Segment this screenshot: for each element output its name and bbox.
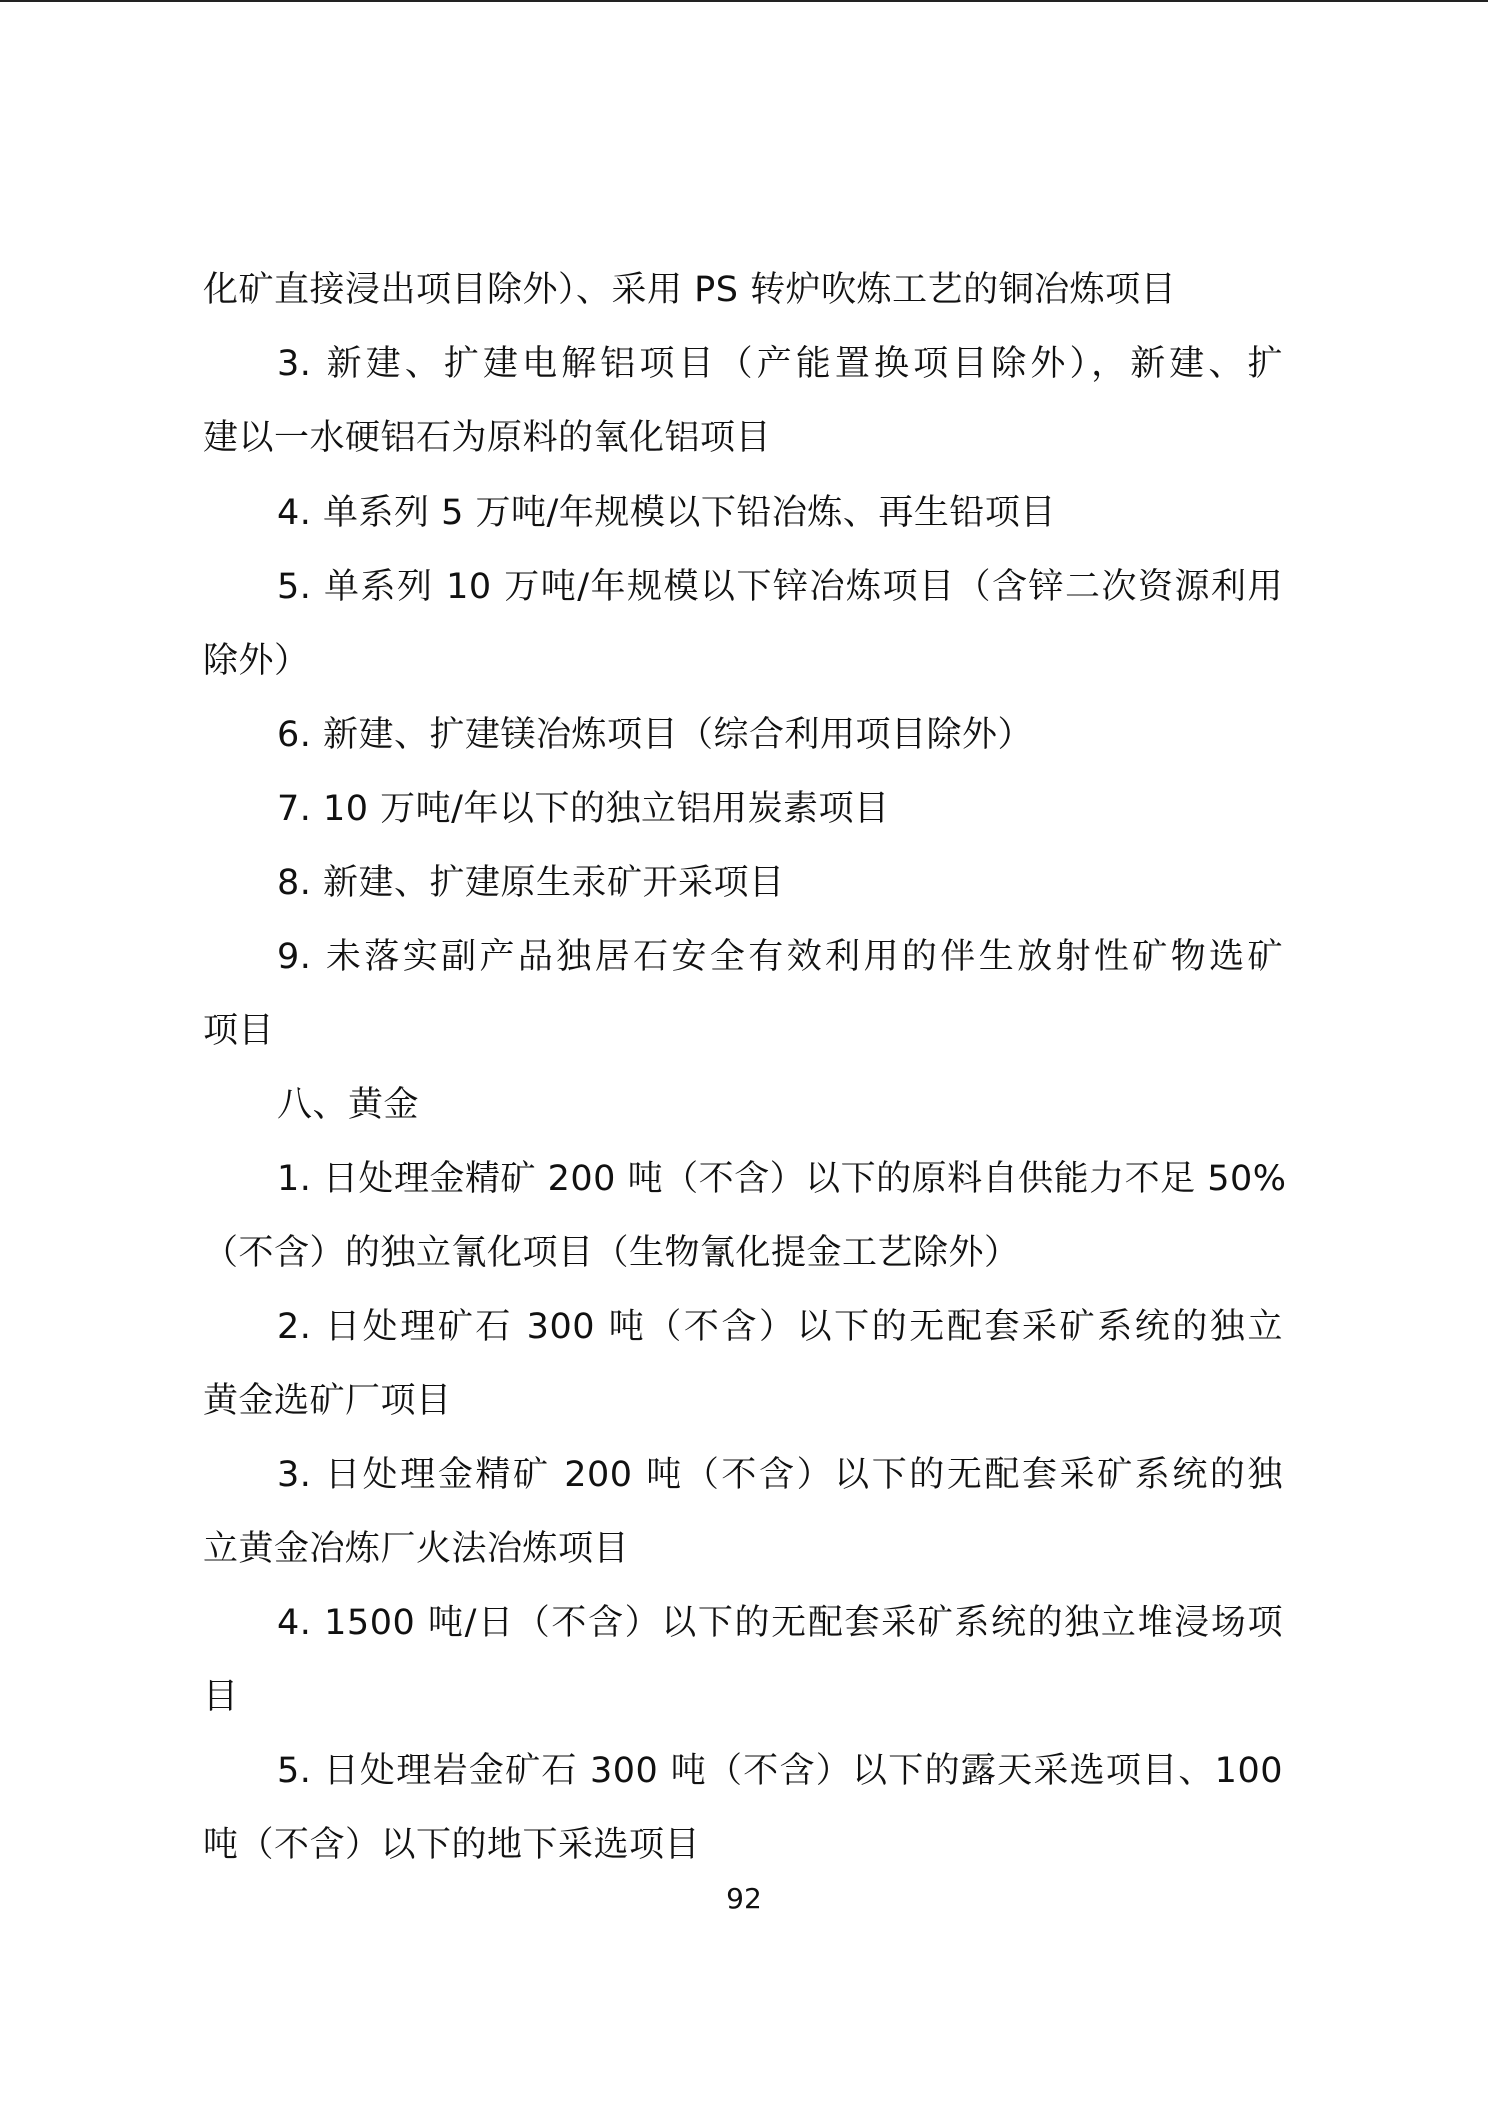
text-line-18: 立黄金冶炼厂火法冶炼项目 — [203, 1529, 630, 1569]
text-line-14: （不含）的独立氰化项目（生物氰化提金工艺除外） — [203, 1233, 1020, 1273]
text-line-22: 吨（不含）以下的地下采选项目 — [203, 1825, 701, 1865]
page-number: 92 — [726, 1882, 762, 1915]
text-line-15: 2. 日处理矿石 300 吨（不含）以下的无配套采矿系统的独立 — [277, 1307, 1283, 1347]
section-heading-gold: 八、黄金 — [277, 1085, 420, 1125]
text-line-4: 4. 单系列 5 万吨/年规模以下铅冶炼、再生铅项目 — [277, 493, 1056, 533]
text-line-19: 4. 1500 吨/日（不含）以下的无配套采矿系统的独立堆浸场项 — [277, 1603, 1283, 1643]
text-line-17: 3. 日处理金精矿 200 吨（不含）以下的无配套采矿系统的独 — [277, 1455, 1283, 1495]
text-line-7: 6. 新建、扩建镁冶炼项目（综合利用项目除外） — [277, 715, 1034, 755]
text-line-9: 8. 新建、扩建原生汞矿开采项目 — [277, 863, 785, 903]
text-line-3: 建以一水硬铝石为原料的氧化铝项目 — [203, 418, 772, 458]
text-line-8: 7. 10 万吨/年以下的独立铝用炭素项目 — [277, 789, 890, 829]
text-line-20: 目 — [203, 1677, 239, 1717]
text-line-1: 化矿直接浸出项目除外）、采用 PS 转炉吹炼工艺的铜冶炼项目 — [203, 270, 1177, 310]
text-line-5: 5. 单系列 10 万吨/年规模以下锌冶炼项目（含锌二次资源利用 — [277, 567, 1283, 607]
text-line-10: 9. 未落实副产品独居石安全有效利用的伴生放射性矿物选矿 — [277, 937, 1283, 977]
text-line-6: 除外） — [203, 641, 310, 681]
text-line-21: 5. 日处理岩金矿石 300 吨（不含）以下的露天采选项目、100 — [277, 1751, 1283, 1791]
text-line-11: 项目 — [203, 1011, 275, 1051]
text-line-16: 黄金选矿厂项目 — [203, 1381, 452, 1421]
text-line-13: 1. 日处理金精矿 200 吨（不含）以下的原料自供能力不足 50% — [277, 1159, 1287, 1199]
text-line-2: 3. 新建、扩建电解铝项目（产能置换项目除外），新建、扩 — [277, 344, 1283, 384]
